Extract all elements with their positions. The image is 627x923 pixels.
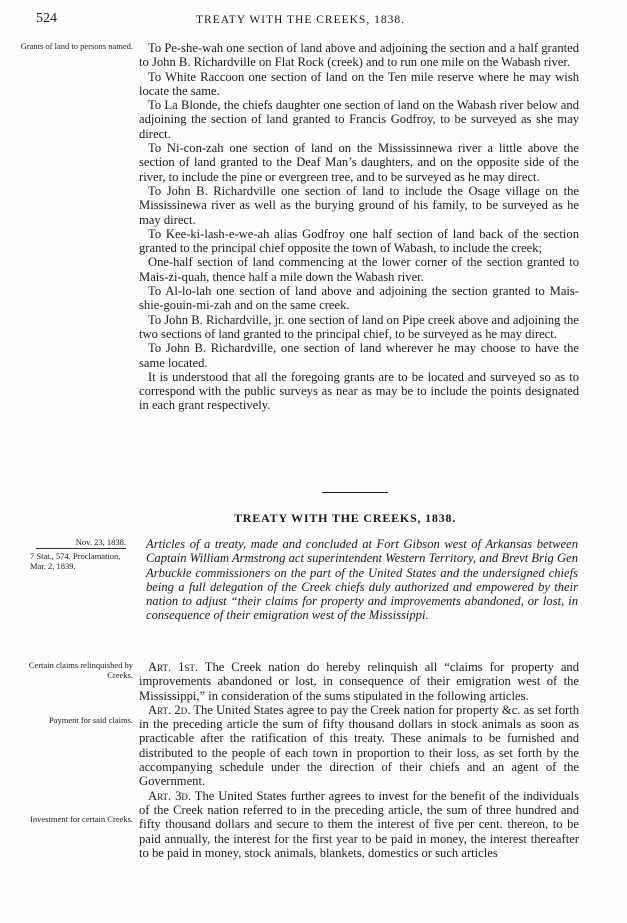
article-text: The United States agree to pay the Creek nation for property &c. as set forth in the preceding article the sum of fifty thousand dollars in stock animals as soon as practicable after the ratification of this treaty. These animals to be furnished and distributed to the people of each town in proportion to their loss, as set forth by the accompanying schedule under the direction of their chiefs and an agent of the Government. bbox=[139, 702, 579, 789]
page-number: 524 bbox=[36, 11, 57, 26]
grant-paragraph: To John B. Richardville, one section of land wherever he may choose to have the same located. bbox=[139, 341, 579, 370]
treaty-preamble: Articles of a treaty, made and concluded at Fort Gibson west of Arkansas between Captain William Armstrong act superintendent Western Territory, and Brevt Brig Gen Arbuckle commissioners on the part of the United States and the undersigned chiefs being a full delegation of the Creek chiefs duly authorized and empowered by their nation to adjust “their claims for property and improvements abandoned, or lost, in consequence of their emigration west of the Mississippi. bbox=[146, 537, 578, 623]
grant-paragraph: To La Blonde, the chiefs daughter one section of land on the Wabash river below and adjoining the section of land granted to Francis Godfroy, to be surveyed as she may direct. bbox=[139, 98, 579, 141]
section-divider bbox=[322, 492, 388, 493]
running-title: TREATY WITH THE CREEKS, 1838. bbox=[196, 14, 405, 26]
grant-paragraph: To Al-lo-lah one section of land above and adjoining the section granted to Mais-shie-gouin-mi-zah and on the same creek. bbox=[139, 284, 579, 313]
grant-paragraph: To John B. Richardville, jr. one section of land on Pipe creek above and adjoining the two sections of land granted to the principal chief, to be surveyed as he may direct. bbox=[139, 312, 579, 341]
article-text: The United States further agrees to invest for the benefit of the individuals of the Creek nation referred to in the preceding article, the sum of three hundred and fifty thousand dollars and secure to them the interest of five per cent. thereon, to be paid annually, the interest for the first year to be paid in money, the interest thereafter to be paid in money, stock animals, blankets, domestics or such articles bbox=[139, 788, 580, 860]
margin-note-investment: Investment for certain Creeks. bbox=[30, 814, 133, 824]
grant-paragraph: One-half section of land commencing at the lower corner of the section granted to Mais-zi-quah, thence half a mile down the Wabash river. bbox=[139, 255, 579, 284]
margin-citation: 7 Stat., 574. Proclamation, Mar. 2, 1839. bbox=[30, 551, 121, 571]
grant-paragraph: To John B. Richardville one section of land to include the Osage village on the Mississinewa river as well as the burying ground of his family, to be surveyed as he may direct. bbox=[139, 183, 579, 227]
grant-paragraph: To Ni-con-zah one section of land on the Mississinnewa river a little above the section of land granted to the Deaf Man’s daughters, and on the opposite side of the river, to include the pine or evergreen tree, and to be surveyed as he may direct. bbox=[139, 141, 579, 184]
margin-date: Nov. 23, 1838. bbox=[36, 537, 126, 549]
article-paragraph bbox=[139, 703, 579, 789]
grant-paragraph: It is understood that all the foregoing grants are to be located and surveyed so as to correspond with the public surveys as near as may be to include the points designated in each grant respectively. bbox=[139, 369, 579, 413]
article-paragraph bbox=[139, 789, 579, 860]
treaty-title: TREATY WITH THE CREEKS, 1838. bbox=[234, 511, 457, 525]
grant-paragraph: To Kee-ki-lash-e-we-ah alias Godfroy one half section of land back of the section granted to the principal chief opposite the town of Wabash, to include the creek; bbox=[139, 226, 579, 256]
articles-text bbox=[139, 660, 579, 860]
article-label: Art. 1st. bbox=[148, 660, 199, 674]
article-paragraph bbox=[139, 660, 579, 703]
margin-note-relinquish: Certain claims relinquished by Creeks. bbox=[28, 660, 133, 680]
article-label: Art. 3d. bbox=[148, 788, 192, 803]
grant-paragraph: To Pe-she-wah one section of land above and adjoining the section and a half granted to John B. Richardville on Flat Rock (creek) and to run one mile on the Wabash river. bbox=[139, 41, 579, 70]
article-label: Art. 2d. bbox=[148, 702, 191, 717]
margin-note-payment: Payment for said claims. bbox=[48, 715, 133, 725]
article-text: The Creek nation do hereby relinquish all “claims for property and improvements abandoned or lost, in consequence of their emigration west of the Mississippi,” in consideration of the sums stipulated in the following articles. bbox=[139, 660, 580, 703]
margin-note-grants: Grants of land to persons named. bbox=[20, 41, 133, 51]
grant-paragraph: To White Raccoon one section of land on the Ten mile reserve where he may wish locate the same. bbox=[139, 69, 579, 98]
grants-text bbox=[139, 41, 579, 413]
